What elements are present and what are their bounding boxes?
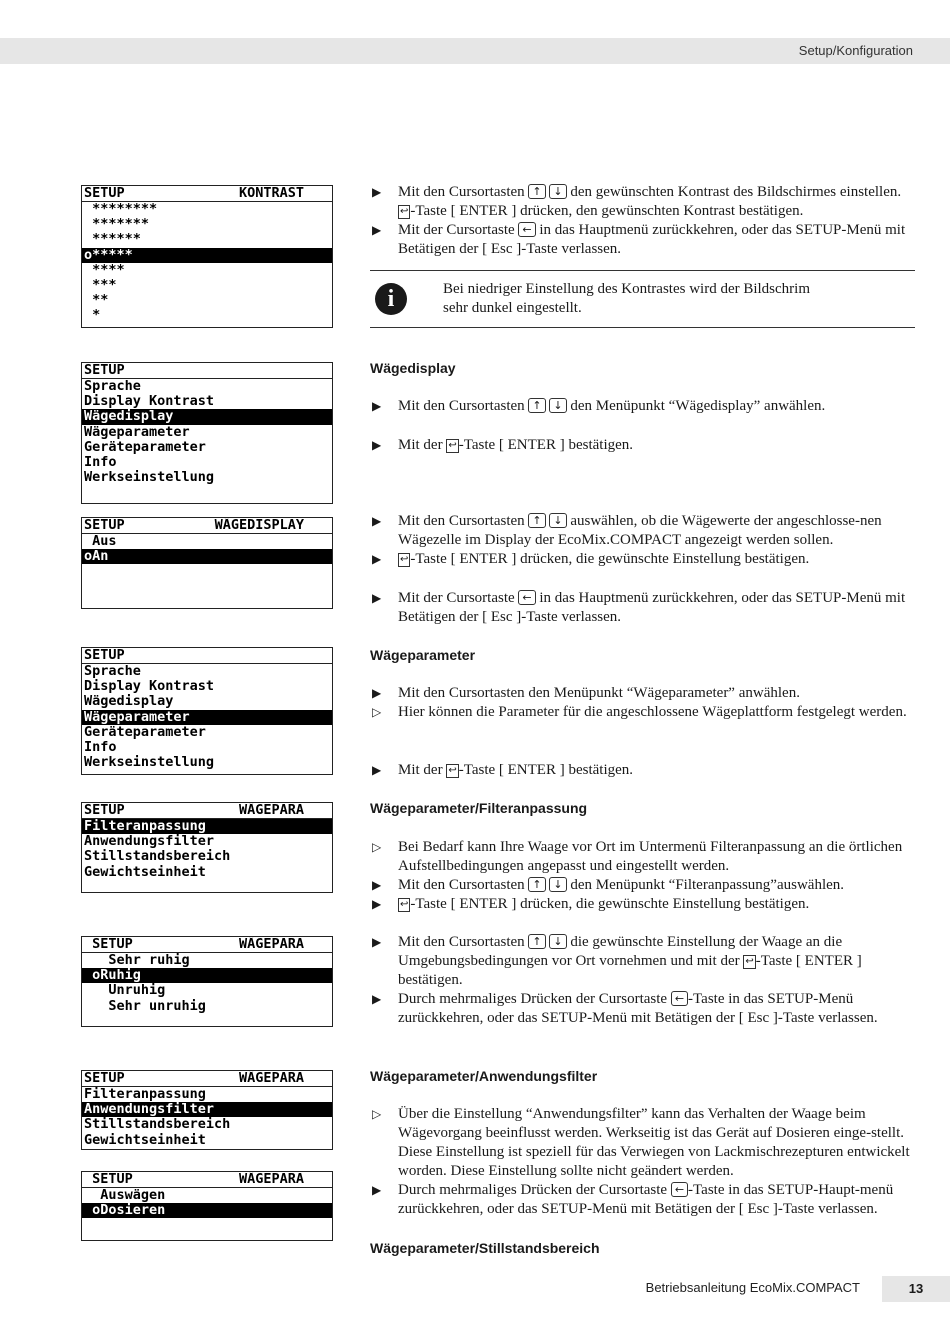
text: in das Hauptmenü zurückkehren, oder das SETUP-Menü mit Betätigen der [ Esc ]-Taste verlassen.	[398, 590, 906, 625]
triangle-bullet-icon: ▶	[372, 878, 382, 892]
triangle-bullet-icon: ▶	[372, 591, 382, 605]
text: auswählen, ob die Wägewerte der angeschlosse-nen Wägezelle im Display der EcoMix.COMPACT angezeigt werden sollen.	[398, 513, 882, 548]
bullet	[370, 221, 915, 259]
lcd-waegepara-filter-options	[81, 936, 333, 1027]
lcd-row: Werkseinstellung	[84, 469, 215, 486]
anwendungsfilter-steps	[370, 1105, 915, 1219]
lcd-row: Auswägen	[84, 1187, 166, 1203]
triangle-bullet-icon: ▶	[372, 992, 382, 1006]
lcd-row: Aus	[84, 533, 117, 549]
bullet	[370, 183, 915, 221]
text: -Taste [ ENTER ] drücken, die gewünschte Einstellung bestätigen.	[410, 896, 810, 912]
heading-filteranpassung: Wägeparameter/Filteranpassung	[370, 800, 588, 816]
lcd-row-selected: Wägeparameter	[82, 710, 332, 725]
lcd-title-left: SETUP	[84, 802, 125, 818]
bullet	[370, 397, 915, 416]
info-note	[370, 270, 915, 328]
text: Mit der Cursortaste	[398, 590, 515, 606]
lcd-title-right: WÄGEPARA	[238, 802, 304, 818]
arrow-down-key-icon: ↓	[549, 934, 566, 949]
waegedisplay-step2	[370, 436, 915, 455]
hollow-triangle-bullet-icon: ▷	[372, 705, 382, 719]
lcd-waegepara-anwendungsfilter	[81, 1070, 333, 1150]
triangle-bullet-icon: ▶	[372, 185, 382, 199]
arrow-left-key-icon: ←	[518, 222, 535, 237]
lcd-row: Unruhig	[84, 982, 166, 999]
bullet	[370, 895, 915, 914]
text: Durch mehrmaliges Drücken der Cursortaste	[398, 1182, 668, 1198]
lcd-title-left: SETUP	[84, 517, 125, 533]
lcd-title-right: WÄGEPARA	[238, 1171, 304, 1187]
lcd-setup-menu-waegeparameter	[81, 647, 333, 775]
arrow-up-key-icon: ↑	[528, 184, 545, 199]
arrow-down-key-icon: ↓	[549, 184, 566, 199]
text: -Taste [ ENTER ] drücken, die gewünschte Einstellung bestätigen.	[410, 551, 810, 567]
lcd-row: Display Kontrast	[84, 678, 215, 695]
lcd-title-left: SETUP	[84, 1171, 133, 1187]
lcd-row-selected: Filteranpassung	[82, 819, 332, 834]
lcd-row: Geräteparameter	[84, 723, 206, 740]
arrow-left-key-icon: ←	[671, 991, 688, 1006]
filteranpassung-steps	[370, 838, 915, 914]
text: Mit der Cursortaste	[398, 222, 515, 238]
text: Mit den Cursortasten	[398, 877, 525, 893]
text: die gewünschte Einstellung der Waage an die Umgebungsbedingungen vor Ort vornehmen und mit der	[398, 934, 843, 969]
heading-waegedisplay: Wägedisplay	[370, 360, 456, 376]
bullet	[370, 876, 915, 895]
triangle-bullet-icon: ▶	[372, 514, 382, 528]
text: Mit den Cursortasten	[398, 184, 525, 200]
bullet	[370, 990, 915, 1028]
text: Mit den Cursortasten	[398, 398, 525, 414]
lcd-row: Wägedisplay	[84, 693, 174, 710]
triangle-bullet-icon: ▶	[372, 399, 382, 413]
lcd-row-selected: oDosieren	[82, 1203, 332, 1218]
bullet	[370, 838, 915, 876]
arrow-up-key-icon: ↑	[528, 398, 545, 413]
waegeparameter-enter	[370, 761, 915, 780]
text: Mit der	[398, 437, 443, 453]
arrow-left-key-icon: ←	[671, 1182, 688, 1197]
text: -Taste [ ENTER ] bestätigen.	[458, 762, 634, 778]
kontrast-instructions	[370, 183, 915, 259]
lcd-row: Wägeparameter	[84, 423, 190, 440]
lcd-waegepara-dosieren	[81, 1171, 333, 1241]
lcd-row-selected: oRuhig	[82, 968, 332, 983]
arrow-down-key-icon: ↓	[549, 513, 566, 528]
arrow-down-key-icon: ↓	[549, 877, 566, 892]
bullet	[370, 933, 915, 990]
bullet	[370, 1105, 915, 1181]
lcd-title-right: WÄGEPARA	[238, 1070, 304, 1086]
heading-waegeparameter: Wägeparameter	[370, 647, 476, 663]
info-line: Bei niedriger Einstellung des Kontrastes wird der Bildschrim	[443, 281, 811, 297]
lcd-row: Gewichtseinheit	[84, 1131, 206, 1148]
triangle-bullet-icon: ▶	[372, 223, 382, 237]
lcd-row: Info	[84, 738, 117, 755]
triangle-bullet-icon: ▶	[372, 935, 382, 949]
lcd-title-right: KONTRAST	[238, 185, 304, 201]
info-line: sehr dunkel eingestellt.	[443, 300, 582, 316]
arrow-left-key-icon: ←	[518, 590, 535, 605]
bullet	[370, 550, 915, 569]
lcd-title-left: SETUP	[84, 647, 125, 663]
lcd-title-bar	[82, 1172, 332, 1188]
text: den Menüpunkt “Filteranpassung”auswählen.	[570, 877, 845, 893]
lcd-row: Werkseinstellung	[84, 754, 215, 771]
text: Mit den Cursortasten den Menüpunkt “Wägeparameter” anwählen.	[398, 685, 800, 701]
lcd-title-bar	[82, 186, 332, 202]
lcd-title-bar	[82, 363, 332, 379]
manual-title: Betriebsanleitung EcoMix.COMPACT	[645, 1280, 860, 1295]
lcd-title-right: WÄGEDISPLAY	[214, 517, 304, 533]
lcd-row: Sprache	[84, 378, 141, 394]
lcd-title-bar	[82, 518, 332, 534]
lcd-row: Display Kontrast	[84, 393, 215, 410]
text: den Menüpunkt “Wägedisplay” anwählen.	[570, 398, 826, 414]
triangle-bullet-icon: ▶	[372, 897, 382, 911]
section-title: Setup/Konfiguration	[798, 43, 913, 58]
triangle-bullet-icon: ▶	[372, 438, 382, 452]
triangle-bullet-icon: ▶	[372, 1183, 382, 1197]
filteranpassung-steps-2	[370, 933, 915, 1028]
lcd-row: **	[84, 292, 109, 309]
enter-key-icon: ↩	[448, 765, 457, 776]
enter-key-icon: ↩	[400, 554, 409, 565]
lcd-setup-menu-waegedisplay	[81, 362, 333, 504]
lcd-title-right: WÄGEPARA	[238, 936, 304, 952]
lcd-title-bar	[82, 937, 332, 953]
lcd-row: Anwendungsfilter	[84, 833, 215, 850]
enter-key-icon: ↩	[400, 206, 409, 217]
heading-stillstandsbereich: Wägeparameter/Stillstandsbereich	[370, 1240, 600, 1256]
hollow-triangle-bullet-icon: ▷	[372, 840, 382, 854]
info-text	[443, 280, 810, 318]
lcd-row: ****	[84, 261, 125, 278]
text: Durch mehrmaliges Drücken der Cursortaste	[398, 991, 668, 1007]
lcd-title-left: SETUP	[84, 185, 125, 201]
bullet	[370, 684, 915, 703]
text: den gewünschten Kontrast des Bildschirmes einstellen.	[570, 184, 902, 200]
text: -Taste [ ENTER ] bestätigen.	[398, 953, 862, 988]
text: Bei Bedarf kann Ihre Waage vor Ort im Untermenü Filteranpassung an die örtlichen Aufstellbedingungen angepasst und eingestellt werden.	[398, 839, 903, 874]
text: Mit der	[398, 762, 443, 778]
lcd-row: Filteranpassung	[84, 1086, 206, 1102]
lcd-row: *	[84, 307, 101, 324]
triangle-bullet-icon: ▶	[372, 552, 382, 566]
triangle-bullet-icon: ▶	[372, 763, 382, 777]
lcd-row: Geräteparameter	[84, 438, 206, 455]
triangle-bullet-icon: ▶	[372, 686, 382, 700]
bullet	[370, 512, 915, 550]
text: Mit den Cursortasten	[398, 513, 525, 529]
lcd-row: ********	[84, 201, 158, 217]
bullet	[370, 703, 915, 722]
lcd-row-selected: oAn	[82, 549, 332, 564]
lcd-row: Sehr ruhig	[84, 952, 190, 968]
info-icon: i	[375, 283, 407, 315]
page-number: 13	[882, 1276, 950, 1302]
lcd-title-left: SETUP	[84, 362, 125, 378]
bullet	[370, 436, 915, 455]
text: Über die Einstellung “Anwendungsfilter” kann das Verhalten der Waage beim Wägevorgang beeinflusst werden. Werkseitig ist das Gerät auf Dosieren einge-stellt. Diese Einstellung ist speziell für das Verwiegen von Lackmischrezepturen entwickelt worden. Diese Einstellung sollte nicht geändert werden.	[398, 1106, 910, 1179]
text: -Taste [ ENTER ] drücken, den gewünschten Kontrast bestätigen.	[410, 203, 804, 219]
waegedisplay-step1	[370, 397, 915, 416]
bullet	[370, 1181, 915, 1219]
text: -Taste in das SETUP-Menü zurückkehren, oder das SETUP-Menü mit Betätigen der [ Esc ]-Taste verlassen.	[398, 991, 878, 1026]
lcd-waegepara-filteranpassung	[81, 802, 333, 893]
waegedisplay-step4	[370, 589, 915, 627]
waegeparameter-steps	[370, 684, 915, 722]
lcd-title-bar	[82, 648, 332, 664]
waegedisplay-step3	[370, 512, 915, 569]
text: in das Hauptmenü zurückkehren, oder das SETUP-Menü mit Betätigen der [ Esc ]-Taste verlassen.	[398, 222, 906, 257]
text: -Taste [ ENTER ] bestätigen.	[458, 437, 634, 453]
lcd-row: ***	[84, 276, 117, 293]
arrow-up-key-icon: ↑	[528, 513, 545, 528]
enter-key-icon: ↩	[400, 899, 409, 910]
enter-key-icon: ↩	[745, 956, 754, 967]
lcd-row-selected: Wägedisplay	[82, 409, 332, 424]
lcd-row: Sprache	[84, 663, 141, 679]
lcd-row: Gewichtseinheit	[84, 863, 206, 880]
lcd-title-left: SETUP	[84, 936, 133, 952]
lcd-row: *******	[84, 216, 150, 233]
lcd-row: Stillstandsbereich	[84, 848, 231, 865]
header-bar	[0, 38, 950, 64]
lcd-kontrast	[81, 185, 333, 328]
bullet	[370, 589, 915, 627]
lcd-row: Sehr unruhig	[84, 997, 206, 1014]
lcd-title-left: SETUP	[84, 1070, 125, 1086]
lcd-row-selected: Anwendungsfilter	[82, 1102, 332, 1117]
hollow-triangle-bullet-icon: ▷	[372, 1107, 382, 1121]
lcd-title-bar	[82, 1071, 332, 1087]
heading-anwendungsfilter: Wägeparameter/Anwendungsfilter	[370, 1068, 598, 1084]
arrow-down-key-icon: ↓	[549, 398, 566, 413]
lcd-row: ******	[84, 231, 141, 248]
arrow-up-key-icon: ↑	[528, 934, 545, 949]
enter-key-icon: ↩	[448, 440, 457, 451]
text: -Taste in das SETUP-Haupt-menü zurückkehren, oder das SETUP-Menü mit Betätigen der [ Esc ]-Taste verlassen.	[398, 1182, 894, 1217]
bullet	[370, 761, 915, 780]
lcd-waegedisplay	[81, 517, 333, 609]
text: Mit den Cursortasten	[398, 934, 525, 950]
text: Hier können die Parameter für die angeschlossene Wägeplattform festgelegt werden.	[398, 704, 907, 720]
lcd-row-selected: o*****	[82, 248, 332, 263]
lcd-row: Info	[84, 453, 117, 470]
lcd-title-bar	[82, 803, 332, 819]
arrow-up-key-icon: ↑	[528, 877, 545, 892]
lcd-row: Stillstandsbereich	[84, 1116, 231, 1133]
